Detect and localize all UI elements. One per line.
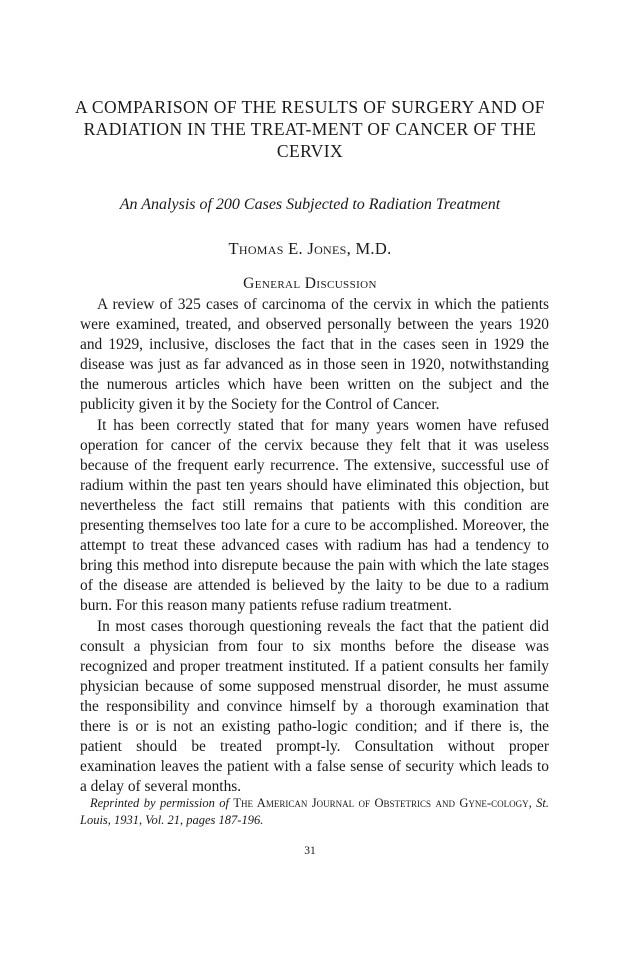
paragraph: It has been correctly stated that for many years women have refused operation for cancer of the cervix because they felt that it was useless because of the frequent early recurrence. The extensive, successful use of radium within the past ten years should have eliminated this objection, but nevertheless the fact still remains that patients with this condition are presenting themselves too late for a cure to be accomplished. Moreover, the attempt to treat these advanced cases with radium has had a tendency to bring this method into disrepute because the pain with which the late stages of the disease are attended is believed by the laity to be due to a radium burn. For this reason many patients refuse radium treatment. xyxy=(80,416,549,615)
article-subtitle: An Analysis of 200 Cases Subjected to Radiation Treatment xyxy=(119,196,501,213)
body-text xyxy=(80,295,549,797)
page-number: 31 xyxy=(304,845,316,857)
author-line: Thomas E. Jones, M.D. xyxy=(228,239,392,258)
footnote-journal: The American Journal of Obstetrics and Gyne-cology, xyxy=(233,796,532,810)
footnote-citation: St. Louis, 1931, Vol. 21, pages 187-196. xyxy=(80,796,550,827)
paragraph: In most cases thorough questioning reveals the fact that the patient did consult a physician from four to six months before the disease was recognized and proper treatment instituted. If a patient consults her family physician because of some supposed menstrual disorder, he must assume the responsibility and convince himself by a thorough examination that there is or is not an existing patho-logic condition; and if there is, the patient should be treated prompt-ly. Consultation without proper examination leaves the patient with a false sense of security which leads to a delay of several months. xyxy=(80,617,549,796)
article-title: A COMPARISON OF THE RESULTS OF SURGERY AND OF RADIATION IN THE TREAT-MENT OF CANCER OF THE CERVIX xyxy=(75,97,545,161)
paragraph: A review of 325 cases of carcinoma of the cervix in which the patients were examined, treated, and observed personally between the years 1920 and 1929, inclusive, discloses the fact that in the cases seen in 1929 the disease was just as far advanced as in those seen in 1920, notwithstanding the numerous articles which have been written on the subject and the publicity given it by the Society for the Control of Cancer. xyxy=(80,296,549,414)
footnote-reprint-text: Reprinted by permission of xyxy=(90,796,229,810)
section-heading: General Discussion xyxy=(243,275,377,292)
reprint-footnote xyxy=(80,795,549,829)
